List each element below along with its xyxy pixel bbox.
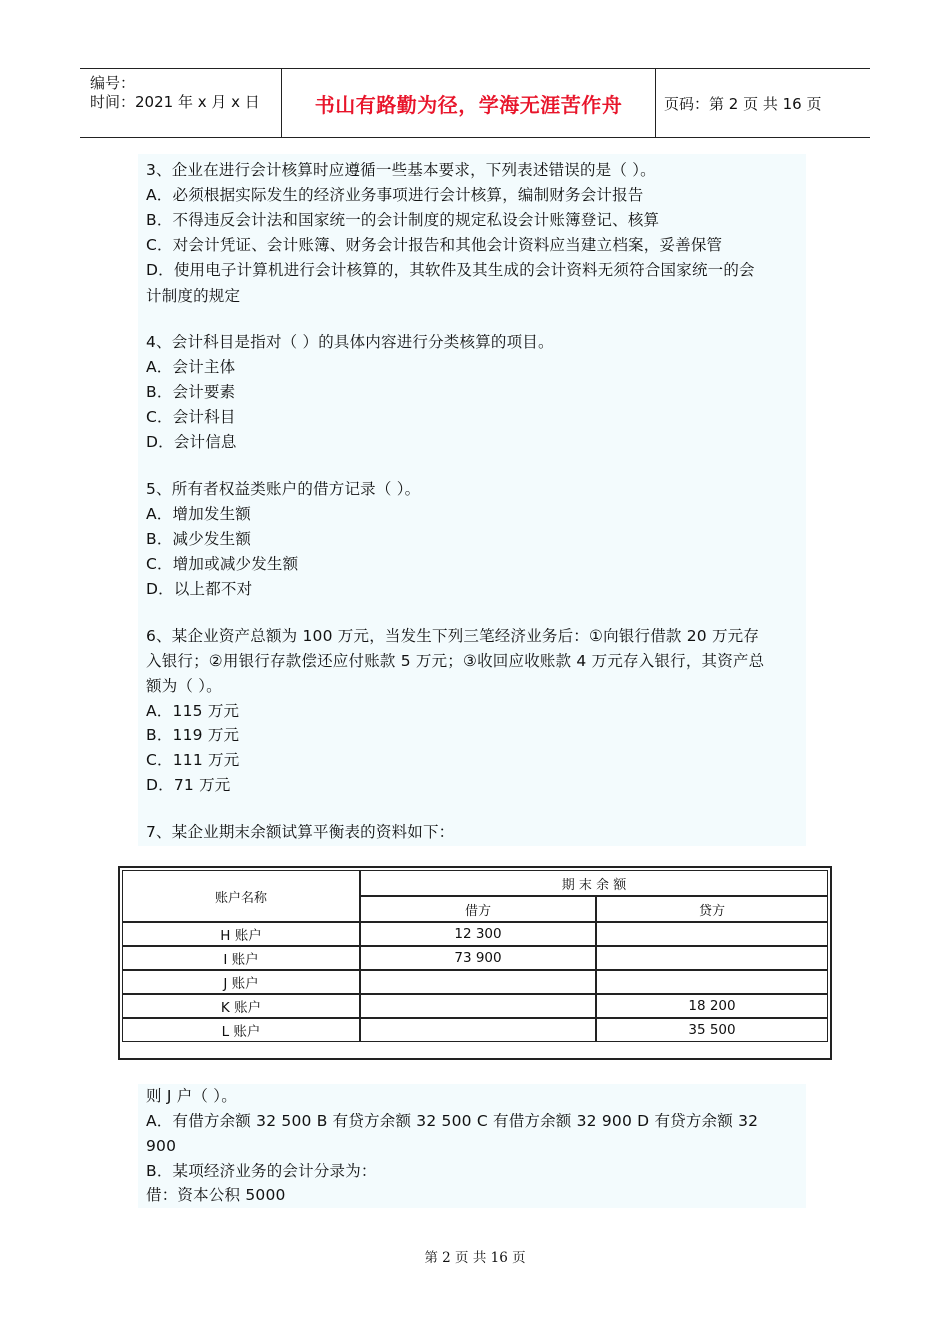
cell-debit [360,994,596,1018]
question-line: B．某项经济业务的会计分录为： [146,1162,377,1180]
cell-account: L 账户 [122,1018,360,1042]
questions-block [138,154,806,846]
option-line: C．增加或减少发生额 [146,555,299,573]
option-line: A．115 万元 [146,702,240,720]
question-line: 5、所有者权益类账户的借方记录（ ）。 [146,480,421,498]
header-page-cell [656,69,870,137]
question-line: 3、企业在进行会计核算时应遵循一些基本要求，下列表述错误的是（ ）。 [146,161,656,179]
cell-credit: 35 500 [596,1018,828,1042]
option-line: C．对会计凭证、会计账簿、财务会计报告和其他会计资料应当建立档案，妥善保管 [146,236,723,254]
header-meta [80,69,281,137]
option-line: D．以上都不对 [146,580,253,598]
option-line: B．会计要素 [146,383,236,401]
option-line: C．会计科目 [146,408,236,426]
question-line: 则 J 户（ ）。 [146,1087,237,1105]
page-label: 页码：第 2 页 共 16 页 [664,94,822,113]
table-row [122,922,828,946]
answer-block [138,1084,806,1208]
question-line: 7、某企业期末余额试算平衡表的资料如下： [146,823,455,841]
cell-credit [596,922,828,946]
option-line: A．有借方余额 32 500 B 有贷方余额 32 500 C 有借方余额 32 900 D 有贷方余额 32 [146,1112,759,1130]
question-line: 4、会计科目是指对（ ）的具体内容进行分类核算的项目。 [146,333,554,351]
table-row [122,1018,828,1042]
question-line: 额为（ ）。 [146,677,222,695]
cell-debit [360,1018,596,1042]
option-line: D．使用电子计算机进行会计核算的，其软件及其生成的会计资料无须符合国家统一的会 [146,261,755,279]
option-line: D．71 万元 [146,776,231,794]
header-account: 账户名称 [122,870,360,922]
header-period-balance: 期 末 余 额 [360,870,828,896]
cell-account: K 账户 [122,994,360,1018]
cell-debit: 12 300 [360,922,596,946]
time-label: 时间：2021 年 x 月 x 日 [90,93,260,111]
option-line: C．111 万元 [146,751,240,769]
number-label: 编号： [90,74,136,92]
cell-credit: 18 200 [596,994,828,1018]
table-row [122,946,828,970]
option-line: 900 [146,1137,177,1155]
table-row [122,970,828,994]
cell-debit: 73 900 [360,946,596,970]
question-line: 入银行；②用银行存款偿还应付账款 5 万元；③收回应收账款 4 万元存入银行，其资产总 [146,652,765,670]
option-line: B．119 万元 [146,726,240,744]
cell-account: H 账户 [122,922,360,946]
option-line: D．会计信息 [146,433,237,451]
page-header [80,68,870,138]
option-line: B．减少发生额 [146,530,252,548]
option-line: B．不得违反会计法和国家统一的会计制度的规定私设会计账簿登记、核算 [146,211,660,229]
option-line: A．必须根据实际发生的经济业务事项进行会计核算，编制财务会计报告 [146,186,644,204]
cell-credit [596,970,828,994]
header-credit: 贷方 [596,896,828,922]
page-footer: 第 2 页 共 16 页 [424,1250,526,1266]
option-line: A．增加发生额 [146,505,252,523]
option-line: A．会计主体 [146,358,236,376]
motto: 书山有路勤为径，学海无涯苦作舟 [314,92,623,117]
table-row [122,994,828,1018]
cell-account: I 账户 [122,946,360,970]
balance-table [122,870,828,1042]
cell-debit [360,970,596,994]
trial-balance-table [118,866,832,1060]
cell-account: J 账户 [122,970,360,994]
entry-line: 借：资本公积 5000 [146,1186,286,1204]
header-debit: 借方 [360,896,596,922]
cell-credit [596,946,828,970]
header-motto-cell [281,69,656,137]
question-line: 6、某企业资产总额为 100 万元，当发生下列三笔经济业务后：①向银行借款 20 万元存 [146,627,760,645]
option-line: 计制度的规定 [146,287,241,305]
